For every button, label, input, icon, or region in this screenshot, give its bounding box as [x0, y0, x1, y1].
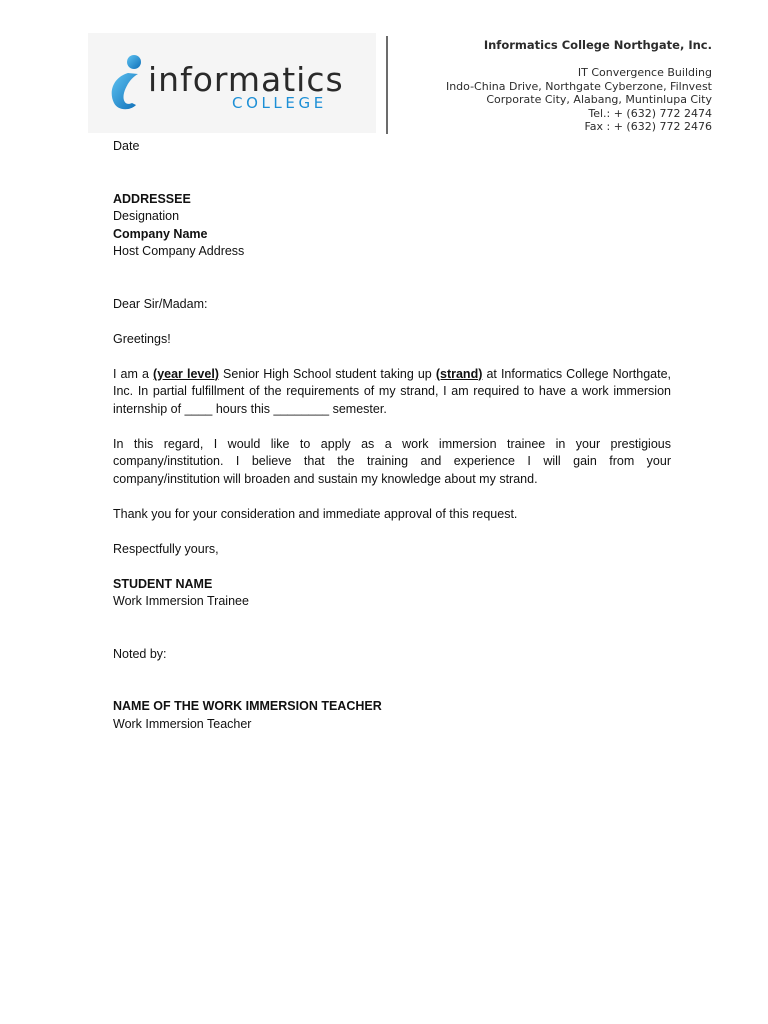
- paragraph-application: In this regard, I would like to apply as a work immersion trainee in your prestigious company/institution. I believe that the training and experience I will gain from your company/institution will broaden and sustain my knowledge about my strand.: [113, 436, 671, 486]
- strand-placeholder: (strand): [435, 366, 483, 381]
- company-name: Company Name: [113, 226, 208, 241]
- logo-subtitle: COLLEGE: [232, 94, 327, 112]
- college-logo: [88, 33, 376, 133]
- intro-text: I am a: [113, 366, 154, 381]
- organization-name: Informatics College Northgate, Inc.: [483, 38, 712, 52]
- logo-wordmark: informatics: [148, 60, 344, 99]
- student-name: STUDENT NAME: [113, 576, 213, 591]
- logo-i-icon: [108, 53, 150, 113]
- organization-block: [382, 38, 712, 134]
- date-line: Date: [113, 139, 140, 153]
- paragraph-intro: [113, 366, 671, 419]
- address-line: IT Convergence Building: [577, 66, 712, 79]
- company-address: Host Company Address: [113, 244, 245, 258]
- designation: Designation: [113, 209, 180, 223]
- greeting: Greetings!: [113, 331, 171, 346]
- noted-by: Noted by:: [113, 646, 167, 661]
- intro-text: Senior High School student taking up: [218, 366, 436, 381]
- letter-body: [113, 138, 671, 733]
- salutation: Dear Sir/Madam:: [113, 296, 208, 311]
- student-title: Work Immersion Trainee: [113, 594, 249, 608]
- fax-line: Fax : + (632) 772 2476: [584, 120, 712, 133]
- teacher-name: NAME OF THE WORK IMMERSION TEACHER: [113, 699, 382, 713]
- paragraph-thanks: Thank you for your consideration and immediate approval of this request.: [113, 506, 518, 521]
- telephone-line: Tel.: + (632) 772 2474: [588, 106, 712, 120]
- year-level-placeholder: (year level): [153, 366, 219, 381]
- addressee: ADDRESSEE: [113, 191, 191, 206]
- address-line: Indo-China Drive, Northgate Cyberzone, Filnvest: [445, 79, 712, 93]
- intro-text: at Informatics College Northgate, Inc. In partial fulfillment of the requirements of my strand, I am required to have a work immersion internship of ____ hours this ________ semester.: [113, 366, 671, 416]
- closing: Respectfully yours,: [113, 541, 219, 556]
- teacher-title: Work Immersion Teacher: [113, 716, 252, 731]
- address-line: Corporate City, Alabang, Muntinlupa City: [486, 93, 712, 106]
